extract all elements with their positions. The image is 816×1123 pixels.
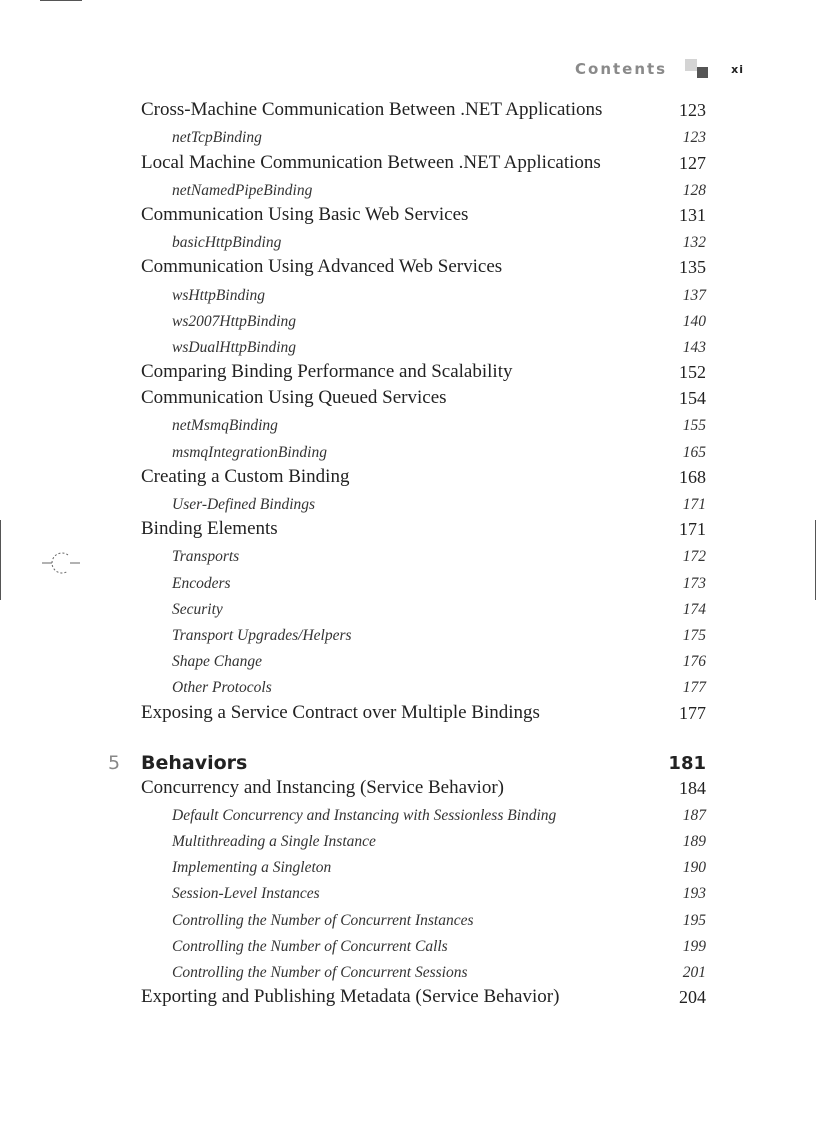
toc-entry-page: 135 (679, 257, 706, 278)
toc-subentry (0, 934, 816, 960)
toc-entry-title: basicHttpBinding (172, 234, 282, 252)
toc-entry-page: 123 (679, 100, 706, 121)
crop-mark-top (40, 0, 82, 1)
toc-subentry (0, 855, 816, 881)
toc-subentry (0, 282, 816, 308)
toc-subentry (0, 335, 816, 361)
toc-entry (0, 387, 816, 413)
toc-entry-page: 128 (682, 181, 706, 199)
toc-subentry (0, 492, 816, 518)
toc-subentry (0, 907, 816, 933)
toc-entry-title: netMsmqBinding (172, 417, 278, 435)
toc-subentry (0, 413, 816, 439)
toc-entry-page: 177 (682, 679, 706, 697)
toc-entry-page: 140 (682, 312, 706, 330)
toc-entry-page: 171 (679, 519, 706, 540)
toc-subentry (0, 829, 816, 855)
toc-entry-title: netTcpBinding (172, 129, 262, 147)
toc-entry (0, 777, 816, 803)
toc-entry-title: Default Concurrency and Instancing with Sessionless Binding (172, 806, 557, 824)
toc-entry-page: 193 (682, 885, 706, 903)
toc-entry-page: 127 (679, 152, 706, 173)
toc-subentry (0, 230, 816, 256)
running-head (575, 58, 744, 80)
toc-entry-page: 168 (679, 466, 706, 487)
toc-entry (0, 466, 816, 492)
toc-entry-title: Multithreading a Single Instance (172, 833, 376, 851)
toc-entry-page: 137 (682, 286, 706, 304)
toc-entry-page: 172 (682, 548, 706, 566)
toc-entry-title: ws2007HttpBinding (172, 312, 297, 330)
toc-entry-page: 171 (682, 496, 706, 513)
toc-entry-page: 201 (682, 964, 706, 981)
toc-section-behaviors (0, 777, 816, 1013)
toc-entry-title: User-Defined Bindings (172, 496, 316, 513)
toc-entry-page: 204 (679, 987, 706, 1008)
toc-subentry (0, 597, 816, 623)
toc-subentry (0, 675, 816, 701)
toc-entry-title: Transport Upgrades/Helpers (172, 626, 352, 644)
toc-entry-title: Controlling the Number of Concurrent Instances (172, 911, 474, 929)
toc-entry (0, 518, 816, 544)
toc-entry (0, 204, 816, 230)
toc-entry-title: netNamedPipeBinding (172, 181, 313, 199)
toc-entry-title: wsHttpBinding (172, 286, 266, 304)
toc-subentry (0, 960, 816, 986)
toc-entry-title: Creating a Custom Binding (141, 465, 350, 487)
toc-entry (0, 99, 816, 125)
toc-subentry (0, 881, 816, 907)
toc-entry-page: 173 (682, 574, 706, 592)
toc-subentry (0, 623, 816, 649)
toc-entry-page: 190 (682, 859, 706, 877)
toc-entry-page: 174 (682, 600, 706, 618)
toc-entry-page: 132 (682, 234, 706, 252)
toc-entry-title: Local Machine Communication Between .NET Applications (141, 151, 601, 173)
toc-entry-page: 189 (682, 833, 706, 851)
toc-entry-title: Shape Change (172, 653, 262, 671)
chapter-number: 5 (108, 751, 121, 774)
toc-entry-title: Transports (172, 548, 240, 566)
toc-entry (0, 256, 816, 282)
toc-entry (0, 151, 816, 177)
table-of-contents (0, 99, 816, 1012)
toc-entry-page: 199 (682, 937, 706, 955)
toc-entry-title: wsDualHttpBinding (172, 338, 297, 356)
toc-entry-page: 123 (682, 129, 706, 147)
section-square-icon (685, 59, 709, 79)
toc-entry-title: Controlling the Number of Concurrent Calls (172, 937, 448, 955)
toc-entry-page: 187 (682, 806, 706, 824)
toc-entry-title: Encoders (172, 574, 231, 592)
toc-entry-page: 177 (679, 702, 706, 723)
toc-entry-title: Communication Using Advanced Web Services (141, 256, 503, 278)
toc-entry-page: 175 (682, 626, 706, 644)
toc-entry-page: 152 (679, 362, 706, 383)
toc-entry-title: Implementing a Singleton (172, 859, 332, 877)
toc-entry (0, 361, 816, 387)
toc-entry-page: 154 (679, 388, 706, 409)
toc-entry-page: 143 (682, 338, 706, 356)
toc-entry-page: 176 (682, 653, 706, 671)
chapter-title: Behaviors (141, 751, 248, 774)
toc-subentry (0, 649, 816, 675)
toc-entry-title: msmqIntegrationBinding (172, 443, 327, 461)
toc-section-bindings (0, 99, 816, 728)
toc-entry-page: 195 (682, 911, 706, 929)
toc-entry-title: Exposing a Service Contract over Multiple Bindings (141, 701, 540, 723)
toc-entry-page: 165 (682, 443, 706, 461)
toc-entry (0, 986, 816, 1012)
toc-subentry (0, 439, 816, 465)
toc-entry-title: Controlling the Number of Concurrent Sessions (172, 964, 468, 981)
toc-entry-page: 131 (679, 204, 706, 225)
toc-entry-title: Concurrency and Instancing (Service Behavior) (141, 776, 504, 798)
toc-entry-title: Other Protocols (172, 679, 272, 697)
toc-entry (0, 701, 816, 727)
toc-entry-title: Security (172, 600, 223, 618)
toc-entry-page: 184 (679, 777, 706, 798)
toc-subentry (0, 544, 816, 570)
chapter-page: 181 (668, 752, 706, 774)
chapter-heading (0, 747, 816, 777)
toc-subentry (0, 178, 816, 204)
toc-subentry (0, 570, 816, 596)
toc-entry-title: Communication Using Queued Services (141, 387, 447, 409)
toc-entry-title: Cross-Machine Communication Between .NET Applications (141, 99, 603, 121)
toc-entry-title: Exporting and Publishing Metadata (Service Behavior) (141, 986, 560, 1008)
page-number: xi (731, 62, 744, 76)
toc-entry-title: Session-Level Instances (172, 885, 320, 903)
toc-entry-title: Comparing Binding Performance and Scalability (141, 361, 513, 383)
toc-subentry (0, 803, 816, 829)
running-head-title: Contents (575, 60, 668, 78)
toc-subentry (0, 125, 816, 151)
toc-subentry (0, 309, 816, 335)
toc-entry-title: Communication Using Basic Web Services (141, 203, 469, 225)
toc-entry-page: 155 (682, 417, 706, 435)
toc-entry-title: Binding Elements (141, 518, 278, 540)
